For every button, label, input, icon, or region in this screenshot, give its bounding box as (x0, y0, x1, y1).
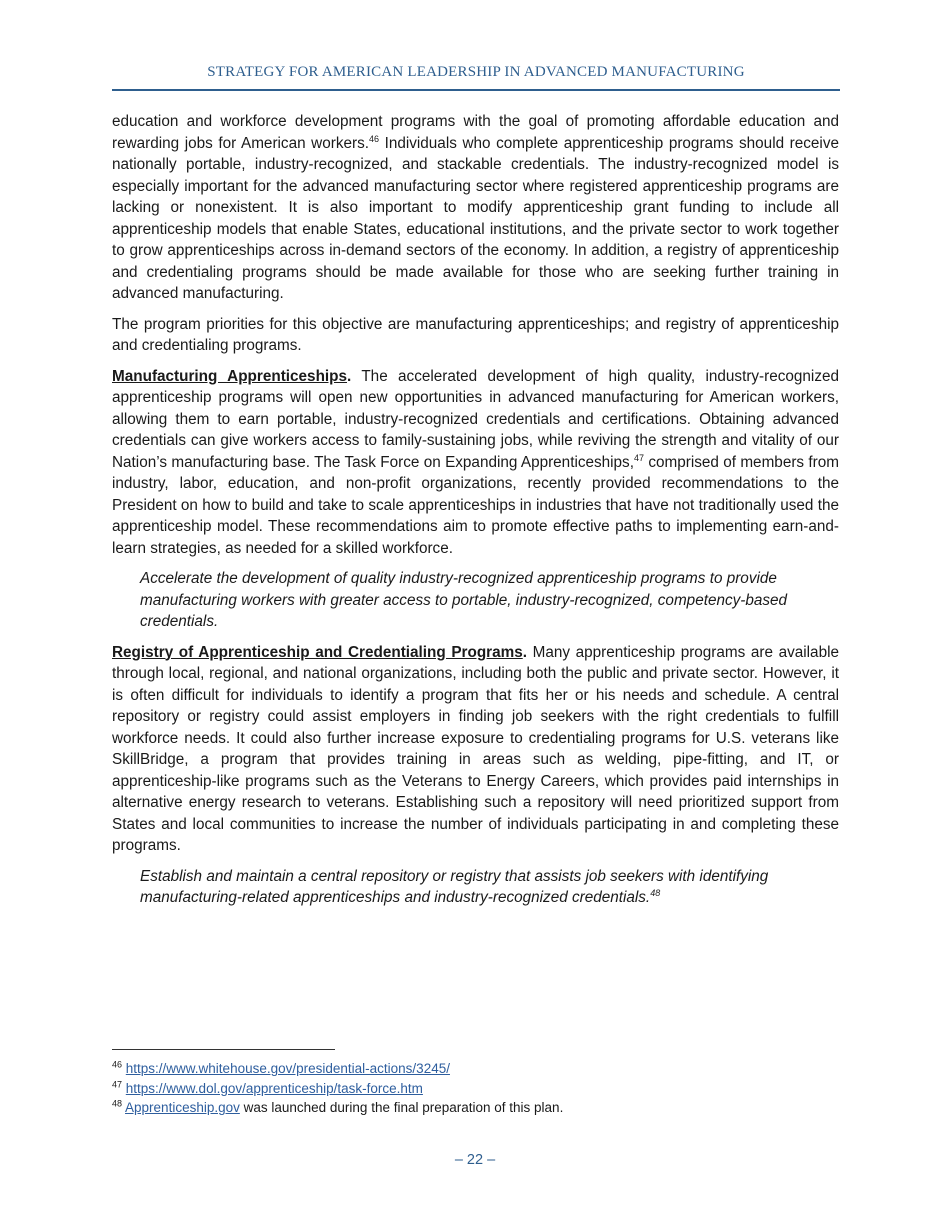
footnote-separator (112, 1049, 335, 1050)
paragraph-priorities: The program priorities for this objective are manufacturing apprenticeships; and registry of apprenticeship and credentialing programs. (112, 315, 839, 354)
section-lead-registry: Registry of Apprenticeship and Credentialing Programs (112, 643, 523, 661)
footnote-ref-47[interactable]: 47 (633, 452, 644, 463)
paragraph-intro (112, 111, 839, 305)
recommendation-apprenticeships: Accelerate the development of quality industry-recognized apprenticeship programs to provide manufacturing workers with greater access to portable, industry-recognized, competency-based credentials. (140, 570, 788, 630)
footnote-link-whitehouse[interactable]: https://www.whitehouse.gov/presidential-actions/3245/ (125, 1061, 450, 1076)
recommendation-registry (112, 866, 839, 909)
paragraph-intro-text-b: Individuals who complete apprenticeship programs should receive nationally portable, industry-recognized, and stackable credentials. The industry-recognized model is especially important for the advanced manufacturing sector where registered apprenticeship programs are lacking or nonexistent. It is also important to modify apprenticeship grant funding to include all apprenticeship models that enable States, educational institutions, and the private sector to work together to grow apprenticeships across in-demand sectors of the economy. In addition, a registry of apprenticeship and credentialing programs should be made available for those who are seeking further training in advanced manufacturing. (112, 134, 839, 302)
section-lead-punct: . (347, 367, 352, 385)
footnote-number: 46 (112, 1059, 123, 1070)
footnote-number: 48 (112, 1098, 123, 1109)
footnote-number: 47 (112, 1079, 123, 1089)
paragraph-apprenticeships-text-a: The accelerated development of high quality, industry-recognized apprenticeship programs will open new opportunities in advanced manufacturing for American workers, allowing them to earn portable, industry-recognized credentials and certifications. Obtaining advanced credentials can give workers access to family-sustaining jobs, while reviving the strength and vitality of our Nation’s manufacturing base. The Task Force on Expanding Apprenticeships, (112, 367, 839, 471)
footnote-ref-46[interactable]: 46 (368, 133, 379, 144)
footnote-ref-48[interactable]: 48 (650, 887, 661, 898)
paragraph-manufacturing-apprenticeships (112, 366, 839, 560)
paragraph-apprenticeships-text-b: comprised of members from industry, labor, education, and non-profit organizations, recently provided recommendations to the President on how to build and take to scale apprenticeships in industries that have not traditionally used the apprenticeship model. These recommendations aim to promote effective paths to implementing earn-and-learn strategies, as needed for a skilled workforce. (112, 453, 839, 557)
paragraph-intro-text-a: education and workforce development programs with the goal of promoting affordable education and rewarding jobs for American workers. (112, 113, 839, 152)
footnote-link-apprenticeship-gov[interactable]: Apprenticeship.gov (125, 1100, 240, 1115)
section-lead-manufacturing-apprenticeships: Manufacturing Apprenticeships (112, 367, 348, 385)
footnotes (112, 1059, 839, 1118)
recommendation-registry-text: Establish and maintain a central repository or registry that assists job seekers with identifying manufacturing-related apprenticeships and industry-recognized credentials. (140, 867, 769, 906)
paragraph-registry (112, 642, 839, 857)
footnote-48 (112, 1098, 839, 1118)
footnote-link-dol[interactable]: https://www.dol.gov/apprenticeship/task-force.htm (125, 1080, 423, 1096)
section-lead-punct: . (522, 643, 527, 661)
footnote-47 (112, 1079, 839, 1099)
footnote-46 (112, 1059, 839, 1079)
paragraph-registry-text: Many apprenticeship programs are available through local, regional, and national organizations, including both the public and private sector. However, it is often difficult for individuals to identify a program that fits her or his needs and schedule. A central repository or registry could assist employers in finding job seekers with the right credentials to fulfill workforce needs. It could also further increase exposure to credentialing programs for U.S. veterans like SkillBridge, a program that provides training in areas such as welding, pipe-fitting, and IT, or apprenticeship-like programs such as the Veterans to Energy Careers, which provides paid internships in alternative energy research to veterans. Establishing such a repository will need prioritized support from States and local communities to increase the number of individuals participating in and completing these programs. (112, 643, 839, 854)
header-rule (112, 89, 840, 91)
running-header: STRATEGY FOR AMERICAN LEADERSHIP IN ADVANCED MANUFACTURING (207, 64, 745, 80)
page-number: – 22 – (454, 1152, 496, 1168)
body-text (112, 111, 839, 918)
footnote-48-text: was launched during the final preparation of this plan. (239, 1100, 564, 1115)
